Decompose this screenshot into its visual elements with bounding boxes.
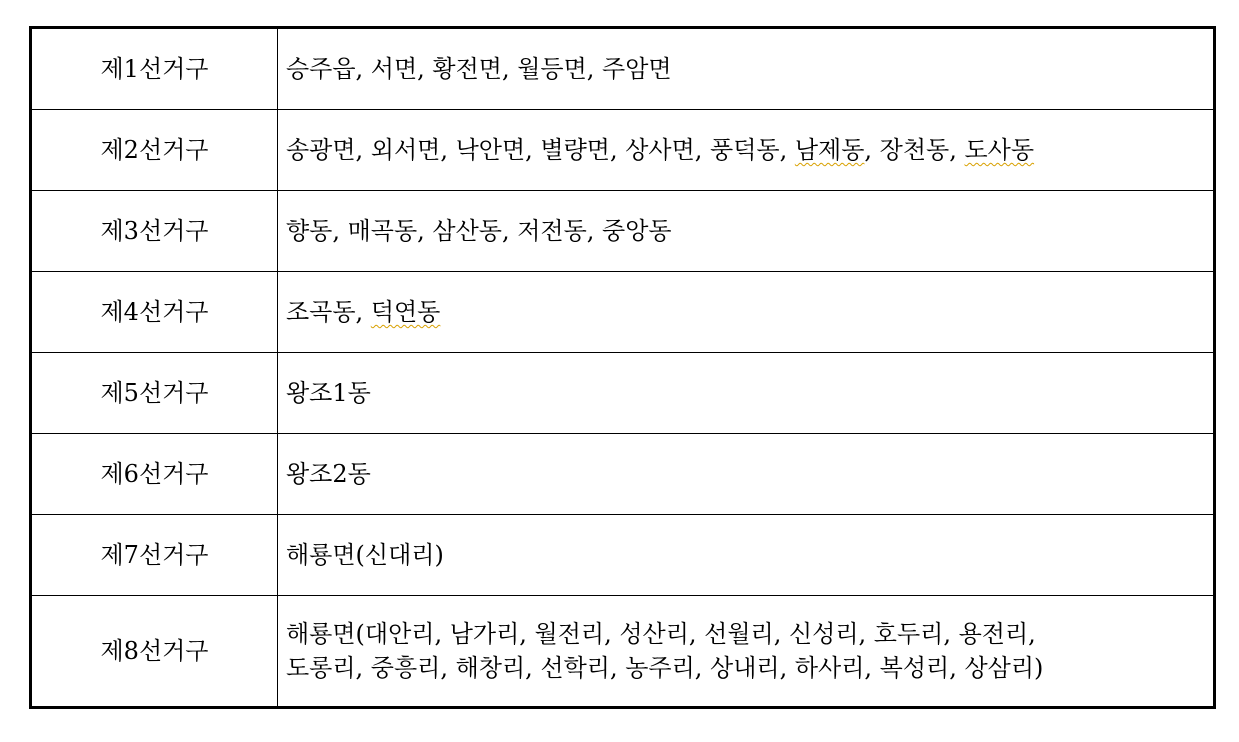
- table-row: [31, 434, 1215, 515]
- areas-cell: 해룡면(신대리): [278, 515, 1215, 596]
- district-name-cell: 제6선거구: [31, 434, 278, 515]
- district-name-cell: 제5선거구: [31, 353, 278, 434]
- areas-cell: [278, 272, 1215, 353]
- table-row: [31, 191, 1215, 272]
- table-row: [31, 515, 1215, 596]
- district-name-cell: 제8선거구: [31, 596, 278, 708]
- areas-text: 조곡동,: [286, 298, 371, 326]
- table-row: [31, 353, 1215, 434]
- district-name-cell: 제7선거구: [31, 515, 278, 596]
- table-row: [31, 272, 1215, 353]
- district-name-cell: 제3선거구: [31, 191, 278, 272]
- spellcheck-word: 남제동: [794, 136, 865, 164]
- areas-cell: [278, 110, 1215, 191]
- areas-line: 도롱리, 중흥리, 해창리, 선학리, 농주리, 상내리, 하사리, 복성리, 상삼리): [286, 654, 1044, 682]
- areas-cell: [278, 596, 1215, 708]
- areas-line: 해룡면(대안리, 남가리, 월전리, 성산리, 선월리, 신성리, 호두리, 용전리,: [286, 620, 1036, 648]
- table-row: [31, 110, 1215, 191]
- areas-cell: 승주읍, 서면, 황전면, 월등면, 주암면: [278, 28, 1215, 110]
- areas-cell: 왕조2동: [278, 434, 1215, 515]
- district-name-cell: 제4선거구: [31, 272, 278, 353]
- areas-text: , 장천동,: [864, 136, 965, 164]
- spellcheck-word: 덕연동: [370, 298, 441, 326]
- areas-cell: 향동, 매곡동, 삼산동, 저전동, 중앙동: [278, 191, 1215, 272]
- district-name-cell: 제1선거구: [31, 28, 278, 110]
- district-table: [29, 26, 1216, 709]
- areas-text: 송광면, 외서면, 낙안면, 별량면, 상사면, 풍덕동,: [286, 136, 795, 164]
- table-row: [31, 28, 1215, 110]
- areas-cell: 왕조1동: [278, 353, 1215, 434]
- spellcheck-word: 도사동: [964, 136, 1035, 164]
- table-row: [31, 596, 1215, 708]
- district-name-cell: 제2선거구: [31, 110, 278, 191]
